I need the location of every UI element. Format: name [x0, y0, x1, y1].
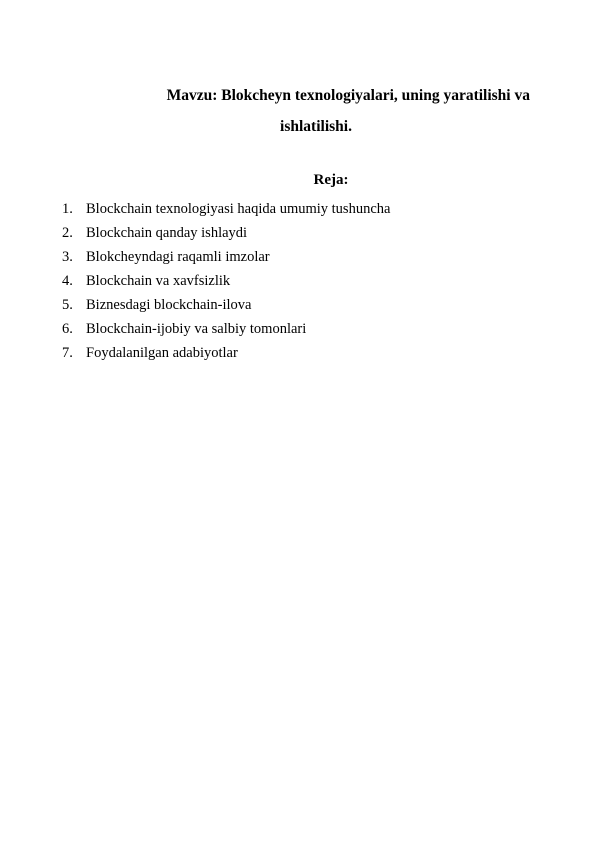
list-item-text: Foydalanilgan adabiyotlar [86, 345, 238, 361]
list-item [62, 293, 390, 317]
plan-list [62, 197, 390, 365]
list-item [62, 317, 390, 341]
list-item-number: 5. [62, 297, 73, 313]
list-item-number: 2. [62, 225, 73, 241]
list-item-number: 6. [62, 321, 73, 337]
list-item [62, 197, 390, 221]
list-item-text: Blockchain texnologiyasi haqida umumiy tushuncha [86, 201, 391, 217]
list-item-text: Blokcheyndagi raqamli imzolar [86, 249, 270, 265]
list-item [62, 341, 390, 365]
list-item-text: Blockchain va xavfsizlik [86, 273, 231, 289]
list-item-number: 3. [62, 249, 73, 265]
list-item-text: Blockchain qanday ishlaydi [86, 225, 248, 241]
list-item-number: 1. [62, 201, 73, 217]
list-item [62, 269, 390, 293]
list-item [62, 245, 390, 269]
list-item [62, 221, 390, 245]
list-item-text: Biznesdagi blockchain-ilova [86, 297, 252, 313]
document-title-line-1: Mavzu: Blokcheyn texnologiyalari, uning yaratilishi va [166, 87, 530, 104]
list-item-number: 7. [62, 345, 73, 361]
document-title-line-2: ishlatilishi. [280, 118, 352, 135]
plan-heading: Reja: [313, 172, 349, 188]
list-item-number: 4. [62, 273, 73, 289]
list-item-text: Blockchain-ijobiy va salbiy tomonlari [86, 321, 307, 337]
